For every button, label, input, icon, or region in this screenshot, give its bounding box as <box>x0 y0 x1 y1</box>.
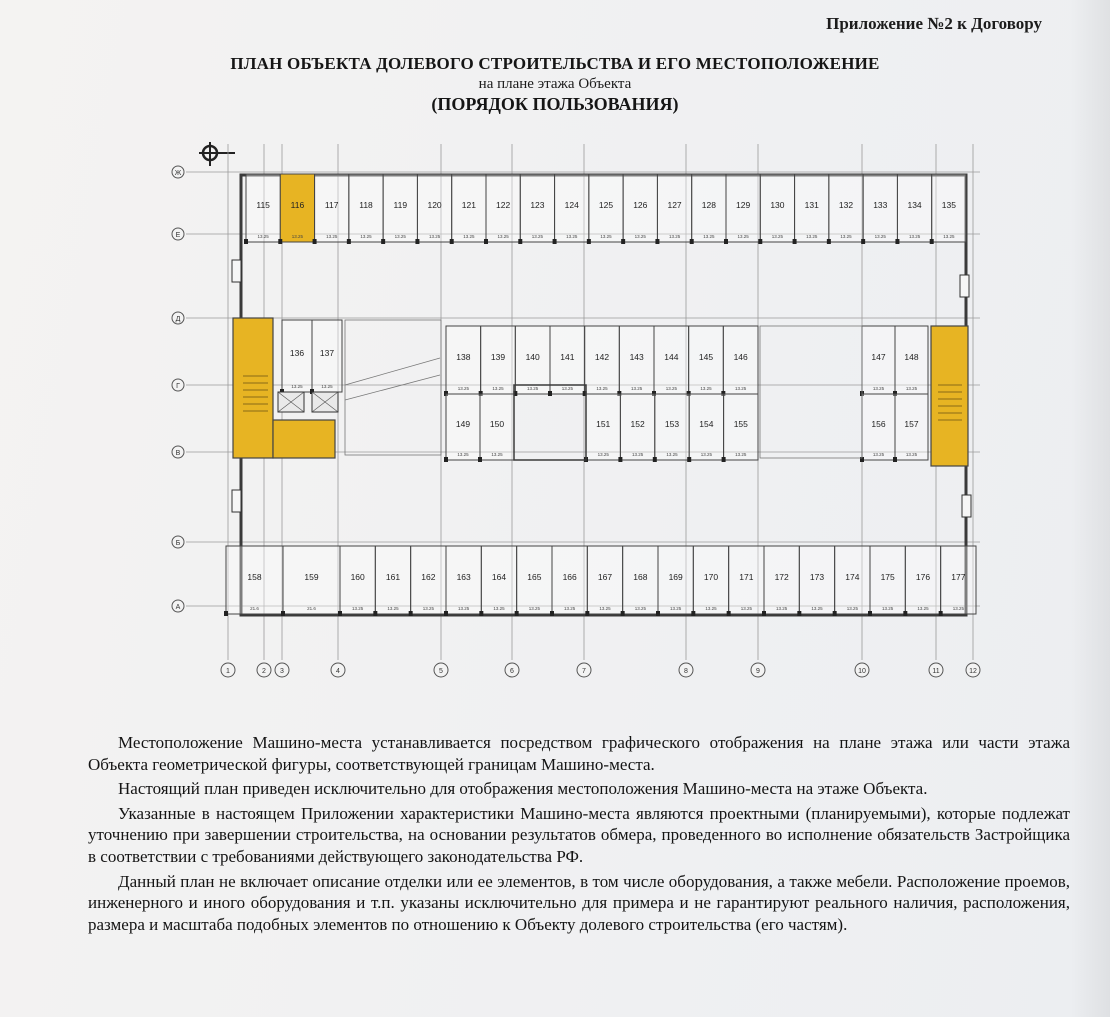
parking-space-label: 159 <box>304 572 319 582</box>
parking-space-label: 136 <box>289 348 305 358</box>
parking-space-label: 163 <box>456 572 471 582</box>
parking-space-area: 13.25 <box>561 386 573 391</box>
axis-letter: Б <box>175 540 181 547</box>
column-marker <box>621 239 625 244</box>
parking-space-label: 174 <box>845 572 860 582</box>
parking-space-label: 173 <box>809 572 825 582</box>
parking-space-area: 13.25 <box>528 606 540 611</box>
parking-space-area: 13.25 <box>882 606 894 611</box>
parking-space-area: 13.25 <box>908 234 921 239</box>
parking-space-label: 122 <box>496 200 511 210</box>
parking-space-area: 13.25 <box>665 386 677 391</box>
column-marker <box>585 611 589 616</box>
body-text <box>88 732 1070 938</box>
parking-space-label: 137 <box>319 348 335 358</box>
axis-number: 11 <box>932 668 940 675</box>
column-marker <box>691 611 695 616</box>
parking-space-area: 13.25 <box>905 452 918 457</box>
axis-number: 7 <box>582 668 586 675</box>
parking-space-area: 13.25 <box>735 452 747 457</box>
parking-space-label: 116 <box>290 200 305 210</box>
parking-space-label: 120 <box>427 200 442 210</box>
column-marker <box>724 239 728 244</box>
column-marker <box>409 611 413 616</box>
axis-letter: Е <box>175 232 181 239</box>
column-marker <box>278 239 282 244</box>
parking-space-area: 13.25 <box>668 234 681 239</box>
parking-space-label: 176 <box>915 572 931 582</box>
column-marker <box>939 611 943 616</box>
page-subtitle: на плане этажа Объекта <box>478 76 632 92</box>
column-marker <box>833 611 837 616</box>
parking-space-area: 13.25 <box>705 606 717 611</box>
axis-number: 12 <box>969 668 977 675</box>
parking-space-area: 13.25 <box>387 606 399 611</box>
column-marker <box>313 239 317 244</box>
parking-space-label: 141 <box>560 352 575 362</box>
column-marker <box>656 611 660 616</box>
parking-space-label: 169 <box>668 572 683 582</box>
parking-space-area: 13.25 <box>291 384 303 389</box>
column-marker <box>587 239 591 244</box>
axis-number: 9 <box>756 668 760 675</box>
service-room <box>760 326 862 458</box>
parking-space-label: 125 <box>598 200 614 210</box>
parking-space-label: 147 <box>871 352 886 362</box>
parking-space-area: 13.25 <box>917 606 929 611</box>
parking-space-label: 140 <box>525 352 540 362</box>
floor-plan <box>0 130 1110 690</box>
parking-space-label: 150 <box>489 419 505 429</box>
parking-space-area: 13.25 <box>846 606 858 611</box>
axis-number: 6 <box>510 668 514 675</box>
parking-space-area: 13.25 <box>352 606 364 611</box>
column-marker <box>655 239 659 244</box>
parking-space-label: 145 <box>698 352 714 362</box>
page-title-note: (ПОРЯДОК ПОЛЬЗОВАНИЯ) <box>431 94 679 114</box>
parking-space-area: 13.25 <box>493 606 505 611</box>
parking-space-area: 13.25 <box>943 234 955 239</box>
column-marker <box>861 239 865 244</box>
column-marker <box>653 457 657 462</box>
wall-niche <box>232 260 241 282</box>
parking-space-area: 13.25 <box>257 234 269 239</box>
parking-space-label: 135 <box>941 200 956 210</box>
axis-number: 5 <box>439 668 443 675</box>
column-marker <box>518 239 522 244</box>
parking-space-area: 13.25 <box>463 234 475 239</box>
column-marker <box>224 611 228 616</box>
parking-space-area: 13.25 <box>566 234 578 239</box>
parking-space-area: 13.25 <box>597 452 609 457</box>
page-title: ПЛАН ОБЪЕКТА ДОЛЕВОГО СТРОИТЕЛЬСТВА И ЕГО МЕСТОПОЛОЖЕНИЕ <box>230 54 880 73</box>
parking-space-label: 168 <box>633 572 648 582</box>
parking-space-area: 13.25 <box>666 452 678 457</box>
parking-space-label: 121 <box>461 200 476 210</box>
parking-space-area: 13.25 <box>670 606 682 611</box>
parking-space-label: 167 <box>597 572 613 582</box>
parking-space-label: 149 <box>455 419 471 429</box>
parking-space-label: 142 <box>594 352 610 362</box>
column-marker <box>347 239 351 244</box>
parking-space-area: 13.25 <box>872 452 885 457</box>
parking-space-label: 131 <box>804 200 819 210</box>
parking-space-label: 170 <box>703 572 719 582</box>
axis-number: 8 <box>684 668 688 675</box>
column-marker <box>478 457 482 462</box>
parking-space-area: 13.25 <box>952 606 964 611</box>
axis-number: 3 <box>280 668 284 675</box>
parking-space-label: 151 <box>596 419 611 429</box>
parking-space-area: 13.25 <box>631 386 643 391</box>
parking-space-label: 133 <box>873 200 888 210</box>
parking-space-label: 162 <box>421 572 436 582</box>
parking-space-area: 13.25 <box>905 386 918 391</box>
column-marker <box>450 239 454 244</box>
column-marker <box>548 391 552 396</box>
axis-letter: В <box>175 450 181 457</box>
appendix-label: Приложение №2 к Договору <box>826 14 1042 33</box>
parking-space-area: 13.25 <box>360 234 372 239</box>
column-marker <box>479 611 483 616</box>
parking-space-label: 177 <box>951 572 966 582</box>
parking-space-label: 118 <box>359 200 373 210</box>
ramp-line <box>345 358 440 385</box>
parking-space-label: 153 <box>664 419 680 429</box>
parking-space-label: 171 <box>739 572 754 582</box>
parking-space-area: 13.25 <box>458 606 470 611</box>
parking-space-label: 117 <box>324 200 339 210</box>
column-marker <box>553 239 557 244</box>
column-marker <box>758 239 762 244</box>
parking-space-area: 13.25 <box>394 234 406 239</box>
parking-space-label: 132 <box>838 200 854 210</box>
column-marker <box>444 457 448 462</box>
parking-space-area: 13.25 <box>291 234 304 239</box>
paragraph-disclaimer: Данный план не включает описание отделки или ее элементов, в том числе оборудования, а также мебели. Расположение проемов, инженерного и иного оборудования и т.п. указаны исключительно для примера и не гарантируют реального наличия, расположения, размера и масштаба подобных элементов по отношению к Объекту долевого строительства (его частям). <box>88 871 1070 934</box>
axis-number: 1 <box>226 668 230 675</box>
parking-space-area: 13.25 <box>840 234 852 239</box>
parking-space-label: 123 <box>530 200 545 210</box>
wall-niche <box>960 275 969 297</box>
parking-space-area: 13.25 <box>321 384 333 389</box>
parking-space-area: 13.25 <box>634 234 646 239</box>
parking-space-label: 161 <box>385 572 401 582</box>
parking-space-area: 13.25 <box>811 606 823 611</box>
column-marker <box>727 611 731 616</box>
parking-space-area: 13.25 <box>740 606 752 611</box>
parking-space-label: 127 <box>667 200 682 210</box>
central-room <box>514 385 586 460</box>
parking-space-area: 13.25 <box>872 386 885 391</box>
parking-space-label: 172 <box>774 572 789 582</box>
parking-space-label: 129 <box>736 200 751 210</box>
column-marker <box>244 239 248 244</box>
ramp-line <box>345 375 440 400</box>
parking-space-label: 138 <box>456 352 471 362</box>
column-marker <box>762 611 766 616</box>
parking-space-label: 139 <box>490 352 506 362</box>
parking-space-label: 115 <box>256 200 270 210</box>
parking-space-area: 13.25 <box>599 606 611 611</box>
axis-letter: А <box>175 604 181 611</box>
parking-space-label: 134 <box>907 200 922 210</box>
parking-space-label: 146 <box>733 352 748 362</box>
parking-space-area: 13.25 <box>771 234 784 239</box>
wall-niche <box>962 495 971 517</box>
column-marker <box>415 239 419 244</box>
column-marker <box>930 239 934 244</box>
column-marker <box>373 611 377 616</box>
column-marker <box>338 611 342 616</box>
parking-space-label: 124 <box>564 200 579 210</box>
column-marker <box>893 457 897 462</box>
parking-space-label: 155 <box>733 419 748 429</box>
parking-space-area: 21.6 <box>250 606 259 611</box>
axis-letter: Г <box>176 383 180 390</box>
column-marker <box>621 611 625 616</box>
parking-space-label: 175 <box>880 572 895 582</box>
parking-space-area: 13.25 <box>491 452 503 457</box>
column-marker <box>793 239 797 244</box>
axis-number: 10 <box>858 668 866 675</box>
column-marker <box>722 457 726 462</box>
parking-space-area: 13.25 <box>700 452 713 457</box>
axis-letter: Ж <box>174 170 182 177</box>
column-marker <box>687 457 691 462</box>
parking-space-area: 13.25 <box>457 452 469 457</box>
parking-space-area: 13.25 <box>497 234 509 239</box>
parking-space-label: 119 <box>393 200 408 210</box>
parking-space-area: 13.25 <box>703 234 715 239</box>
stair-core-left <box>233 318 273 458</box>
parking-space-label: 152 <box>630 419 645 429</box>
parking-space-label: 154 <box>699 419 714 429</box>
paragraph-characteristics: Указанные в настоящем Приложении характеристики Машино-места являются проектными (планируемыми), которые подлежат уточнению при завершении строительства, на основании результатов обмера, проведенного во исполнение обязательств Застройщика в соответствии с требованиями действующего законодательства РФ. <box>88 803 1070 866</box>
parking-space-area: 13.25 <box>874 234 886 239</box>
stair-core-right <box>931 326 968 466</box>
parking-space-label: 144 <box>664 352 679 362</box>
parking-space-label: 143 <box>629 352 644 362</box>
parking-space-label: 164 <box>491 572 507 582</box>
parking-space-label: 166 <box>562 572 577 582</box>
column-marker <box>281 611 285 616</box>
parking-space-label: 130 <box>770 200 785 210</box>
parking-space-area: 13.25 <box>596 386 608 391</box>
parking-space-area: 13.25 <box>326 234 338 239</box>
parking-space-area: 13.25 <box>527 386 539 391</box>
column-marker <box>903 611 907 616</box>
axis-letter: Д <box>175 316 181 323</box>
column-marker <box>690 239 694 244</box>
parking-space-label: 157 <box>904 419 919 429</box>
parking-space-area: 13.25 <box>492 386 504 391</box>
parking-space-label: 160 <box>350 572 365 582</box>
axis-number: 4 <box>336 668 340 675</box>
parking-space-area: 13.25 <box>806 234 818 239</box>
parking-space-area: 13.25 <box>700 386 712 391</box>
parking-space-label: 156 <box>871 419 886 429</box>
column-marker <box>895 239 899 244</box>
parking-space-area: 13.25 <box>737 234 749 239</box>
column-marker <box>827 239 831 244</box>
parking-space-label: 126 <box>633 200 648 210</box>
parking-space-label: 128 <box>701 200 716 210</box>
column-marker <box>484 239 488 244</box>
paragraph-purpose: Настоящий план приведен исключительно для отображения местоположения Машино-места на этаже Объекта. <box>118 779 928 799</box>
parking-space-area: 21.6 <box>307 606 316 611</box>
wall-niche <box>232 490 241 512</box>
column-marker <box>797 611 801 616</box>
parking-space-area: 13.25 <box>600 234 612 239</box>
column-marker <box>618 457 622 462</box>
axis-number: 2 <box>262 668 266 675</box>
parking-space-area: 13.25 <box>422 606 434 611</box>
parking-space-area: 13.25 <box>631 452 644 457</box>
column-marker <box>381 239 385 244</box>
parking-space-label: 165 <box>527 572 542 582</box>
parking-space-area: 13.25 <box>776 606 788 611</box>
paragraph-location: Местоположение Машино-места устанавливается посредством графического отображения на плане этажа или части этажа Объекта геометрической фигуры, соответствующей границам Машино-места. <box>88 733 1070 774</box>
column-marker <box>868 611 872 616</box>
parking-space-label: 148 <box>904 352 919 362</box>
column-marker <box>515 611 519 616</box>
parking-space-area: 13.25 <box>634 606 646 611</box>
parking-space-area: 13.25 <box>428 234 441 239</box>
column-marker <box>550 611 554 616</box>
parking-space-area: 13.25 <box>457 386 469 391</box>
parking-space-label: 158 <box>247 572 262 582</box>
column-marker <box>444 611 448 616</box>
parking-space-area: 13.25 <box>735 386 747 391</box>
parking-space-area: 13.25 <box>564 606 576 611</box>
stair-core-left-lobby <box>273 420 335 458</box>
parking-space-area: 13.25 <box>531 234 544 239</box>
